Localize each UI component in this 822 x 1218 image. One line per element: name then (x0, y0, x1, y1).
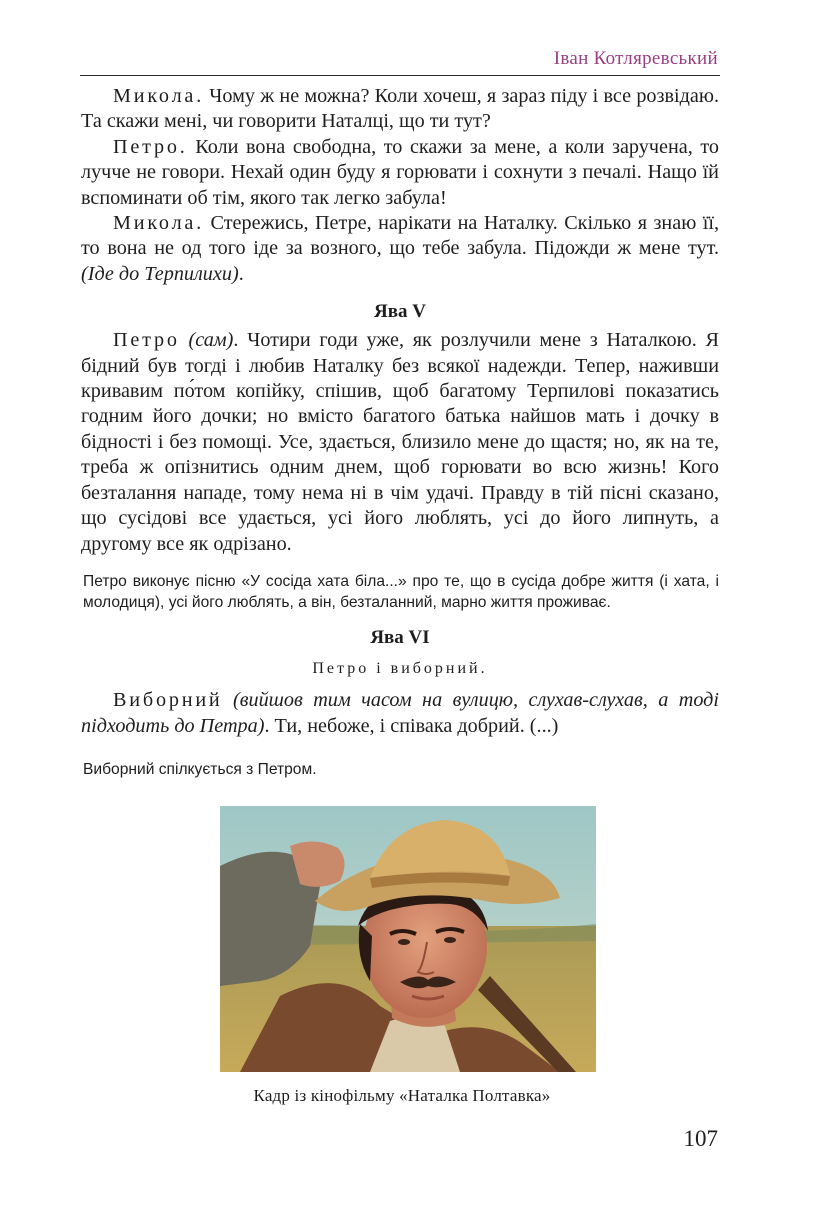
monologue-petro (81, 328, 719, 557)
speaker-name: Петро (113, 329, 180, 352)
speaker-name: Петро. (113, 135, 188, 158)
scene-5-note: Петро виконує пісню «У сосіда хата біла...» про те, що в сусіда добре життя (і хата, і молодиця), усі його люблять, а він, безталанний, марно життя проживає. (83, 572, 719, 612)
dialogue-text: Чому ж не можна? Коли хочеш, я зараз піду і все розвідаю. Та скажи мені, чи говорити Наталці, що ти тут? (81, 85, 719, 133)
stage-direction: (сам) (179, 329, 234, 352)
scene-6-title: Ява VI (370, 627, 430, 649)
header-rule (80, 75, 720, 76)
dialogue-vybornyi (81, 688, 719, 739)
dialogue-text: Коли вона свободна, то скажи за мене, а коли заручена, то лучче не говори. Нехай один буду я горювати і сохнути з печалі. Нащо їй вспоминати об тім, якого так легко забула! (81, 135, 719, 209)
dialogue-text: Стережись, Петре, нарікати на Наталку. Скілько я знаю її, то вона не од того іде за возного, що тебе забула. Підожди ж мене тут. (81, 212, 719, 260)
scene-6-note: Виборний спілкується з Петром. (83, 761, 317, 779)
speaker-name: Виборний (113, 689, 223, 712)
dialogue-petro-1 (81, 135, 719, 211)
punctuation: . (238, 262, 244, 285)
speaker-name: Микола. (113, 212, 205, 235)
stage-direction: (Іде до Терпилихи) (81, 262, 239, 285)
dialogue-mykola-1 (81, 84, 719, 135)
stage-direction: (вийшов тим часом на вулицю, слухав-слухав, а тоді підходить до Петра) (81, 689, 719, 737)
page-body (81, 84, 719, 780)
page-number: 107 (683, 1126, 718, 1151)
scene-6-characters: Петро і виборний. (312, 660, 488, 678)
film-still-image (220, 806, 596, 1072)
scene-5-title: Ява V (374, 301, 426, 323)
running-head-title: Іван Котляревський (553, 48, 718, 69)
dialogue-mykola-2 (81, 211, 719, 287)
monologue-text: . Чотири годи уже, як розлучили мене з Наталкою. Я бідний був тогді і любив Наталку без всякої надежди. Тепер, наживши кривавим по́том копійку, спішив, щоб багатому Терпилові показатись годним його дочки; но вмісто багатого батька найшов мать і дочку в бідності і без помощі. Усе, здається, близило мене до щастя; но, як на те, треба ж опізнитись одним днем, щоб горювати во всю жизнь! Кого безталання нападе, тому нема ні в чім удачі. Правду в тій пісні сказано, що сусідові все удається, усі його люблять, усі до його липнуть, а другому все як одрізано. (81, 329, 719, 555)
dialogue-text: . Ти, небоже, і співака добрий. (...) (264, 714, 559, 737)
speaker-name: Микола. (113, 85, 205, 107)
figure-caption: Кадр із кінофільму «Наталка Полтавка» (253, 1086, 551, 1105)
